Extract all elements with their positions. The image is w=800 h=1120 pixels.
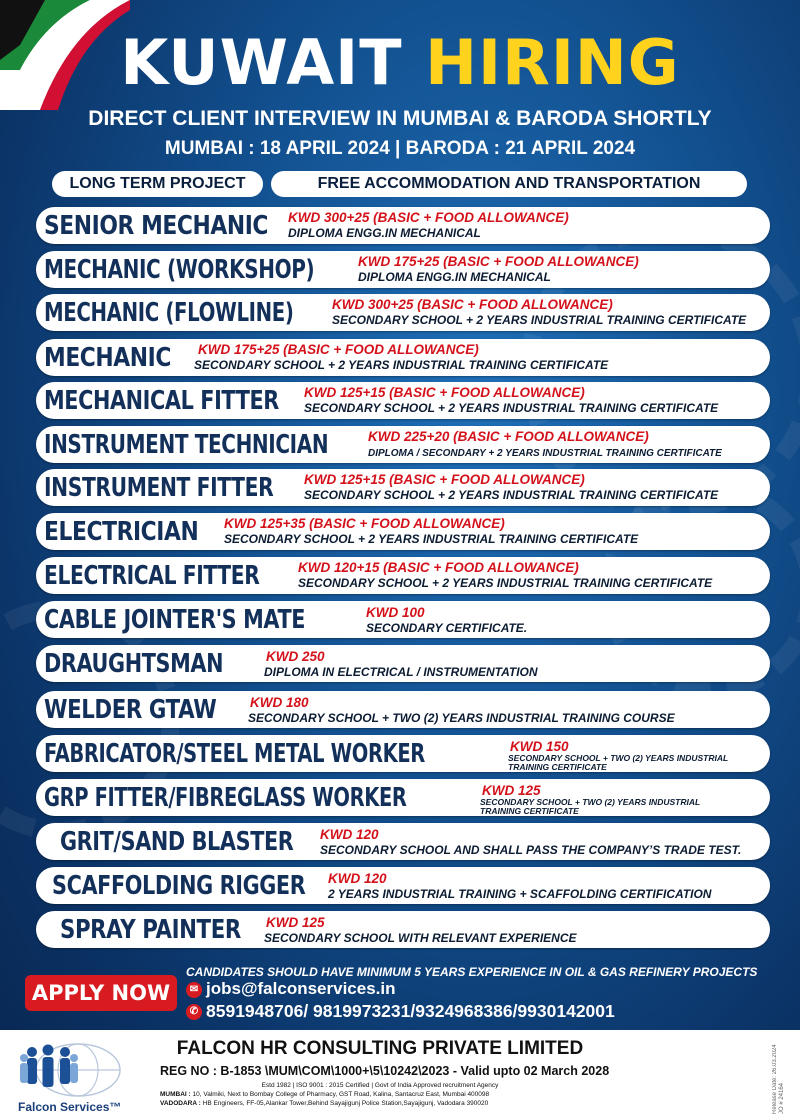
- job-title: DRAUGHTSMAN: [44, 649, 224, 679]
- job-title: CABLE JOINTER'S MATE: [44, 605, 306, 635]
- job-row: [36, 339, 770, 376]
- falcon-services-logo-icon: [16, 1038, 126, 1098]
- vadodara-address: [160, 1100, 488, 1108]
- mumbai-address-text: 10, Valmiki, Next to Bombay College of Pharmacy, GST Road, Kalina, Santacruz East, Mumbai 400098: [192, 1091, 490, 1098]
- job-title: MECHANIC (WORKSHOP): [44, 255, 315, 285]
- footer: [0, 1030, 800, 1120]
- job-title: MECHANICAL FITTER: [44, 386, 279, 416]
- job-salary: KWD 125: [482, 783, 541, 798]
- job-requirement: 2 YEARS INDUSTRIAL TRAINING + SCAFFOLDING CERTIFICATION: [328, 887, 712, 901]
- job-requirement: SECONDARY SCHOOL + TWO (2) YEARS INDUSTRIAL TRAINING CERTIFICATE: [508, 753, 729, 772]
- interview-dates: MUMBAI : 18 APRIL 2024 | BARODA : 21 APRIL 2024: [164, 138, 636, 159]
- job-title: SENIOR MECHANIC: [44, 211, 269, 241]
- job-requirement: DIPLOMA IN ELECTRICAL / INSTRUMENTATION: [264, 665, 538, 679]
- mumbai-address: [160, 1091, 489, 1099]
- job-requirement: DIPLOMA ENGG.IN MECHANICAL: [288, 226, 481, 240]
- job-requirement: SECONDARY SCHOOL + 2 YEARS INDUSTRIAL TRAINING CERTIFICATE: [304, 488, 719, 502]
- title-kuwait: KUWAIT: [120, 26, 403, 99]
- apply-now-button[interactable]: APPLY NOW: [25, 975, 177, 1011]
- job-salary: KWD 125+15 (BASIC + FOOD ALLOWANCE): [304, 385, 585, 400]
- job-row: [36, 691, 770, 728]
- page-title: [0, 28, 800, 98]
- interview-subtitle: DIRECT CLIENT INTERVIEW IN MUMBAI & BARODA SHORTLY: [88, 107, 712, 130]
- job-requirement: SECONDARY SCHOOL + TWO (2) YEARS INDUSTRIAL TRAINING CERTIFICATE: [480, 797, 701, 816]
- job-requirement: SECONDARY SCHOOL + 2 YEARS INDUSTRIAL TRAINING CERTIFICATE: [194, 358, 609, 372]
- job-requirement: DIPLOMA / SECONDARY + 2 YEARS INDUSTRIAL TRAINING CERTIFICATE: [368, 448, 722, 459]
- job-title: WELDER GTAW: [44, 695, 217, 725]
- job-row: [36, 469, 770, 506]
- job-title: MECHANIC: [44, 343, 171, 373]
- job-salary: KWD 125: [266, 915, 325, 930]
- pill-free-accommodation: FREE ACCOMMODATION AND TRANSPORTATION: [271, 171, 747, 197]
- job-salary: KWD 120: [320, 827, 379, 842]
- job-row: [36, 513, 770, 550]
- pill-long-term-project: LONG TERM PROJECT: [52, 171, 263, 197]
- job-title: GRIT/SAND BLASTER: [60, 827, 294, 857]
- job-row: [36, 911, 770, 948]
- establishment-info: Estd 1982 | ISO 9001 : 2015 Certified | Govt of India Approved recruitment Agency: [261, 1082, 499, 1089]
- whatsapp-icon: ✆: [186, 1004, 202, 1020]
- job-title: INSTRUMENT FITTER: [44, 473, 274, 503]
- job-salary: KWD 150: [510, 739, 569, 754]
- job-requirement: SECONDARY SCHOOL + TWO (2) YEARS INDUSTRIAL TRAINING COURSE: [248, 711, 675, 725]
- job-row: [36, 557, 770, 594]
- job-row: [36, 601, 770, 638]
- job-salary: KWD 300+25 (BASIC + FOOD ALLOWANCE): [288, 210, 569, 225]
- job-row: [36, 645, 770, 682]
- job-requirement: DIPLOMA ENGG.IN MECHANICAL: [358, 270, 551, 284]
- job-salary: KWD 250: [266, 649, 325, 664]
- job-requirement: SECONDARY SCHOOL + 2 YEARS INDUSTRIAL TRAINING CERTIFICATE: [224, 532, 639, 546]
- experience-notice: CANDIDATES SHOULD HAVE MINIMUM 5 YEARS EXPERIENCE IN OIL & GAS REFINERY PROJECTS: [186, 965, 758, 979]
- email-link[interactable]: jobs@falconservices.in: [206, 979, 396, 998]
- job-title: INSTRUMENT TECHNICIAN: [44, 430, 329, 460]
- release-date: Release Date: 26.03.2024: [772, 1044, 778, 1114]
- company-name: FALCON HR CONSULTING PRIVATE LIMITED: [176, 1038, 584, 1059]
- job-order-number: JO # 24164: [779, 1082, 785, 1114]
- mumbai-label: MUMBAI :: [160, 1091, 191, 1098]
- release-info: [772, 1034, 796, 1114]
- job-requirement: SECONDARY SCHOOL + 2 YEARS INDUSTRIAL TRAINING CERTIFICATE: [298, 576, 713, 590]
- job-title: ELECTRICIAN: [44, 517, 199, 547]
- job-salary: KWD 125+35 (BASIC + FOOD ALLOWANCE): [224, 516, 505, 531]
- job-requirement: SECONDARY CERTIFICATE.: [366, 621, 528, 635]
- job-title: MECHANIC (FLOWLINE): [44, 298, 294, 328]
- job-row: [36, 382, 770, 419]
- vadodara-address-text: HB Engineers, FF-05,Alankar Tower,Behind Sayajigunj Police Station,Sayajigunj, Vadodara 390020: [202, 1100, 489, 1107]
- job-row: [36, 823, 770, 860]
- job-salary: KWD 120: [328, 871, 387, 886]
- job-row: [36, 735, 770, 772]
- job-title: GRP FITTER/FIBREGLASS WORKER: [44, 783, 407, 813]
- job-salary: KWD 300+25 (BASIC + FOOD ALLOWANCE): [332, 297, 613, 312]
- job-row: [36, 251, 770, 288]
- job-requirement: SECONDARY SCHOOL + 2 YEARS INDUSTRIAL TRAINING CERTIFICATE: [332, 313, 747, 327]
- job-requirement: SECONDARY SCHOOL WITH RELEVANT EXPERIENCE: [264, 931, 577, 945]
- job-salary: KWD 100: [366, 605, 425, 620]
- job-row: [36, 779, 770, 816]
- logo-text: Falcon Services™: [18, 1100, 122, 1114]
- email-line: [186, 979, 395, 999]
- phone-numbers: 8591948706/ 9819973231/9324968386/9930142001: [206, 1001, 615, 1021]
- job-salary: KWD 125+15 (BASIC + FOOD ALLOWANCE): [304, 472, 585, 487]
- job-title: SPRAY PAINTER: [60, 915, 241, 945]
- email-icon: ✉: [186, 982, 202, 998]
- job-row: [36, 294, 770, 331]
- phone-line: [186, 1000, 615, 1022]
- job-salary: KWD 175+25 (BASIC + FOOD ALLOWANCE): [198, 342, 479, 357]
- job-title: ELECTRICAL FITTER: [44, 561, 260, 591]
- registration-number: REG NO : B-1853 \MUM\COM\1000+\5\10242\2023 - Valid upto 02 March 2028: [160, 1064, 610, 1078]
- job-requirement: SECONDARY SCHOOL AND SHALL PASS THE COMPANY’S TRADE TEST.: [320, 843, 742, 857]
- job-row: [36, 207, 770, 244]
- job-salary: KWD 180: [250, 695, 309, 710]
- job-row: [36, 867, 770, 904]
- vadodara-label: VADODARA :: [160, 1100, 201, 1107]
- title-hiring: HIRING: [425, 26, 680, 99]
- job-salary: KWD 175+25 (BASIC + FOOD ALLOWANCE): [358, 254, 639, 269]
- job-requirement: SECONDARY SCHOOL + 2 YEARS INDUSTRIAL TRAINING CERTIFICATE: [304, 401, 719, 415]
- job-title: SCAFFOLDING RIGGER: [52, 871, 306, 901]
- job-salary: KWD 120+15 (BASIC + FOOD ALLOWANCE): [298, 560, 579, 575]
- job-title: FABRICATOR/STEEL METAL WORKER: [44, 739, 425, 769]
- job-salary: KWD 225+20 (BASIC + FOOD ALLOWANCE): [368, 429, 649, 444]
- job-row: [36, 426, 770, 463]
